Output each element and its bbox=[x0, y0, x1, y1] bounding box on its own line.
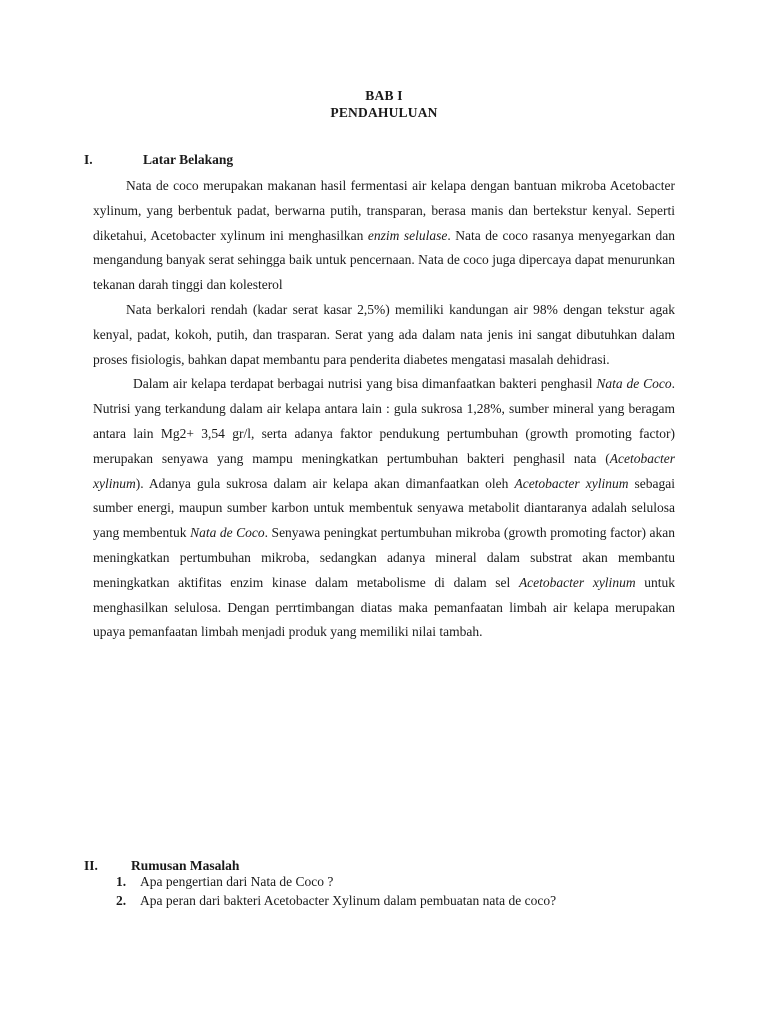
paragraph-3: Dalam air kelapa terdapat berbagai nutrisi yang bisa dimanfaatkan bakteri penghasil Nata de Coco. Nutrisi yang terkandung dalam air kelapa antara lain : gula sukrosa 1,28%, sumber mineral yang beragam antara lain Mg2+ 3,54 gr/l, serta adanya faktor pendukung pertumbuhan (growth promoting factor) merupakan senyawa yang mampu meningkatkan pertumbuhan bakteri penghasil nata (Acetobacter xylinum). Adanya gula sukrosa dalam air kelapa akan dimanfaatkan oleh Acetobacter xylinum sebagai sumber energi, maupun sumber karbon untuk membentuk senyawa metabolit diantaranya adalah selulosa yang membentuk Nata de Coco. Senyawa peningkat pertumbuhan mikroba (growth promoting factor) akan meningkatkan pertumbuhan mikroba, sedangkan adanya mineral dalam substrat akan membantu meningkatkan aktifitas enzim kinase dalam metabolisme di dalam sel Acetobacter xylinum untuk menghasilkan selulosa. Dengan perrtimbangan diatas maka pemanfaatan limbah air kelapa merupakan upaya pemanfaatan limbah menjadi produk yang memiliki nilai tambah. bbox=[93, 376, 675, 640]
section-1-number: I. bbox=[84, 152, 93, 167]
list-item bbox=[116, 891, 556, 910]
question-list bbox=[116, 872, 556, 910]
list-item-text: Apa peran dari bakteri Acetobacter Xylinum dalam pembuatan nata de coco? bbox=[140, 893, 557, 908]
paragraph-1: Nata de coco merupakan makanan hasil fermentasi air kelapa dengan bantuan mikroba Acetobacter xylinum, yang berbentuk padat, berwarna putih, transparan, berasa manis dan bertekstur kenyal. Seperti diketahui, Acetobacter xylinum ini menghasilkan enzim selulase. Nata de coco rasanya menyegarkan dan mengandung banyak serat sehingga baik untuk pencernaan. Nata de coco juga dipercaya dapat menurunkan tekanan darah tinggi dan kolesterol bbox=[93, 178, 675, 293]
italic-term: Acetobacter xylinum bbox=[93, 450, 675, 491]
list-item-number: 2. bbox=[116, 893, 127, 908]
section-2-number: II. bbox=[84, 858, 98, 873]
paragraph-2: Nata berkalori rendah (kadar serat kasar 2,5%) memiliki kandungan air 98% dengan tekstur agak kenyal, padat, kokoh, putih, dan trasparan. Serat yang ada dalam nata jenis ini sangat dibutuhkan dalam proses fisiologis, bahkan dapat membantu para penderita diabetes mengatasi masalah dehidrasi. bbox=[93, 301, 675, 367]
list-item-number: 1. bbox=[116, 874, 127, 889]
chapter-label: BAB I bbox=[365, 88, 403, 103]
section-2-title: Rumusan Masalah bbox=[131, 858, 240, 873]
list-item bbox=[116, 872, 556, 891]
italic-term: Nata de Coco bbox=[190, 525, 265, 541]
italic-term: enzim selulase bbox=[367, 227, 448, 243]
section-1-body bbox=[93, 174, 675, 645]
section-1-title: Latar Belakang bbox=[143, 152, 234, 167]
italic-term: Acetobacter xylinum bbox=[514, 475, 629, 491]
italic-term: Nata de Coco bbox=[596, 376, 672, 392]
list-item-text: Apa pengertian dari Nata de Coco ? bbox=[140, 874, 334, 889]
chapter-title: PENDAHULUAN bbox=[330, 105, 438, 120]
italic-term: Acetobacter xylinum bbox=[518, 574, 636, 590]
